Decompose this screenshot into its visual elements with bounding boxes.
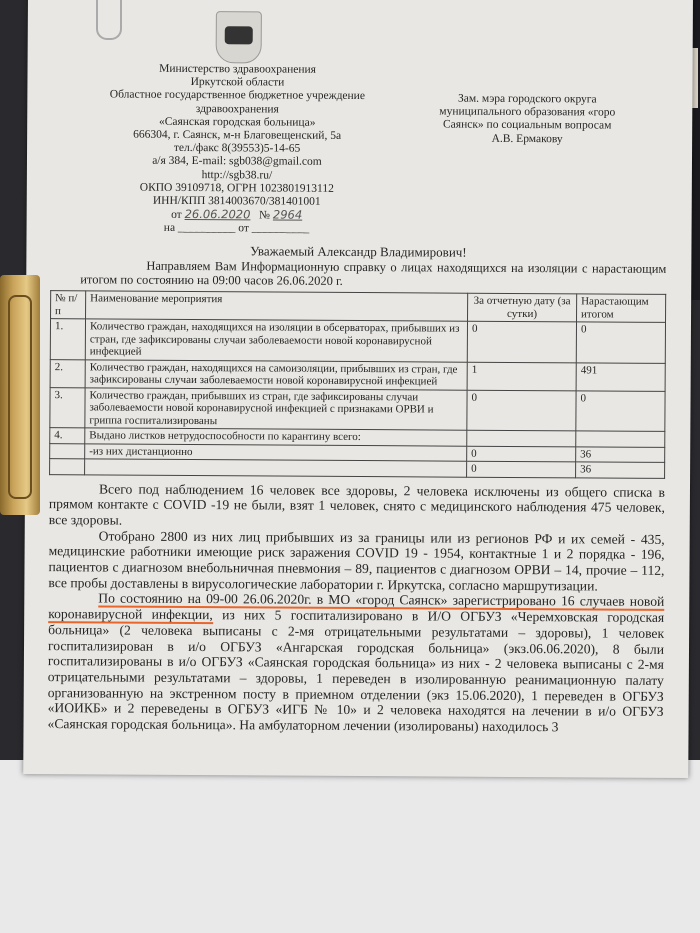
cell: 0: [467, 446, 576, 462]
table-header-row: [51, 291, 666, 323]
cell: [50, 443, 85, 459]
header-cell: № п/п: [51, 291, 86, 319]
header-line: «Саянская городская больница»: [158, 115, 316, 129]
intro-text: Направляем Вам Информационную справку о лицах находящихся на изоляции с нарастающим итогом по состоянию на 09:00 часов 26.06.2020 г.: [80, 258, 667, 288]
cell: 1.: [50, 319, 85, 360]
cell: 4.: [50, 428, 85, 444]
sender-header: [67, 62, 408, 237]
header-line: Министерство здравоохранения: [159, 62, 317, 76]
header-line: Областное государственное бюджетное учреждение: [109, 88, 365, 103]
document-body: [47, 481, 665, 736]
cell: -из них дистанционно: [85, 443, 467, 461]
header-line: здравоохранения: [195, 102, 279, 116]
header-line: 666304, г. Саянск, м-н Благовещенский, 5а: [133, 128, 342, 142]
number-value: 2964: [272, 207, 303, 222]
cell: Количество граждан, прибывших из стран, где зафиксированы случаи заболеваемости новой коронавирусной инфекцией с признаками ОРВИ и гриппа госпитализированы: [85, 387, 467, 430]
cell: 2.: [50, 359, 85, 387]
table-row: [50, 359, 665, 391]
header-line: http://sgb38.ru/: [201, 168, 273, 182]
letter-content: [47, 242, 666, 746]
cell: 36: [576, 446, 665, 462]
desk-surface: [0, 760, 700, 933]
cell: 0: [576, 322, 665, 363]
cell: Количество граждан, находящихся на изоляции в обсерваторах, прибывших из стран, где зафиксированы случаи заболеваемости новой коронавирусной инфекцией: [85, 319, 467, 362]
binder-clip: [0, 275, 40, 515]
paragraph-samples: Отобрано 2800 из них лиц прибывших из за границы или из регионов РФ и их семей - 435, медицинские работники имеющие риск заражения COVID 19 - 1954, контактные 1 и 2 порядка - 196, пациентов с диагнозом внебольничная пневмония – 89, пациентов с диагнозом ОРВИ – 14, прочие – 112, все пробы доставлены в вирусологические лаборатории г. Иркутска, согласно маршрутизации.: [48, 528, 665, 594]
paragraph-cases: [47, 591, 664, 736]
cell: Количество граждан, находящихся на самоизоляции, прибывших из стран, где зафиксированы случаи заболеваемости новой коронавирусной инфекцией: [85, 359, 467, 389]
recipient-line: Саянск» по социальным вопросам: [442, 118, 612, 132]
cell: 0: [467, 461, 576, 477]
recipient-line: А.В. Ермакову: [491, 132, 563, 145]
header-cell: Наименование мероприятия: [86, 291, 468, 321]
cell: [50, 459, 85, 475]
recipient-header: [407, 92, 647, 146]
paragraph-observation: Всего под наблюдением 16 человек все здоровы, 2 человека исключены из общего списка в прямом контакте с COVID -19 не были, взят 1 человек, снято с медицинского наблюдения 475 человек, все здоровы.: [48, 480, 666, 528]
cell: 3.: [50, 387, 85, 428]
isolation-table: [49, 290, 666, 478]
cell: 491: [576, 362, 665, 391]
table-row: [50, 387, 665, 431]
header-line: тел./факс 8(39553)5-14-65: [173, 142, 301, 155]
table-row: [50, 319, 665, 363]
cell: Выдано листков нетрудоспособности по карантину всего:: [85, 428, 467, 446]
header-cell: За отчетную дату (за сутки): [468, 293, 577, 322]
date-label: от: [171, 209, 182, 222]
paragraph-text: из них 5 госпитализировано в И/О ОГБУЗ «Черемховская городская больница» (2 человека выписаны с 2-мя отрицательными результатами – здоровы), 1 человек госпитализирован в и/о ОГБУЗ «Ангарская городская больница» (экз.06.06.2020), 8 были госпитализированы в и/о ОГБУЗ «Саянская городская больница» из них - 2 человека выписаны с 2-мя отрицательными результатами – здоровы, 1 переведен в изолированную реанимационную палату организованную на экстренном посту в приемном отделении (экз 15.06.2020), 1 переведен в ОГБУЗ «ИОИКБ» и 2 переведены в ОГБУЗ «ИГБ № 10» и 2 человека находятся на лечении в и/о ОГБУЗ «Саянская городская больница». На амбулаторном лечении (изолированы) находилось 3: [47, 607, 665, 735]
cell: 0: [467, 321, 576, 362]
cell: 36: [576, 462, 665, 478]
reference-line: на __________ от __________: [163, 222, 310, 236]
cell: [85, 459, 467, 477]
header-line: Иркутской области: [190, 76, 285, 89]
recipient-line: муниципального образования «горо: [439, 105, 616, 119]
header-line: ОКПО 39109718, ОГРН 1023801913112: [139, 181, 334, 195]
coat-of-arms-icon: [216, 11, 262, 63]
header-line: ИНН/КПП 3814003670/381401001: [152, 194, 321, 208]
header-line: а/я 384, E-mail: sgb038@gmail.com: [152, 155, 322, 169]
cell: 1: [467, 362, 576, 391]
header-cell: Нарастающим итогом: [577, 294, 666, 323]
date-value: 26.06.2020: [184, 207, 251, 222]
cell: [467, 430, 576, 446]
cell: 0: [576, 390, 665, 431]
highlighted-text: По состоянию на 09-00 26.06.2020г. в МО «город Саянск» зарегистрировано 16 случаев новой коронавирусной инфекции,: [48, 590, 665, 623]
greeting: Уважаемый Александр Владимирович!: [250, 243, 467, 260]
paperclip-icon: [96, 0, 122, 40]
cell: [576, 431, 665, 447]
cell: 0: [467, 390, 576, 431]
recipient-line: Зам. мэра городского округа: [458, 92, 597, 106]
document-page: [23, 0, 693, 778]
number-label: №: [259, 209, 271, 222]
table-row: [50, 459, 665, 478]
intro: [80, 258, 666, 290]
